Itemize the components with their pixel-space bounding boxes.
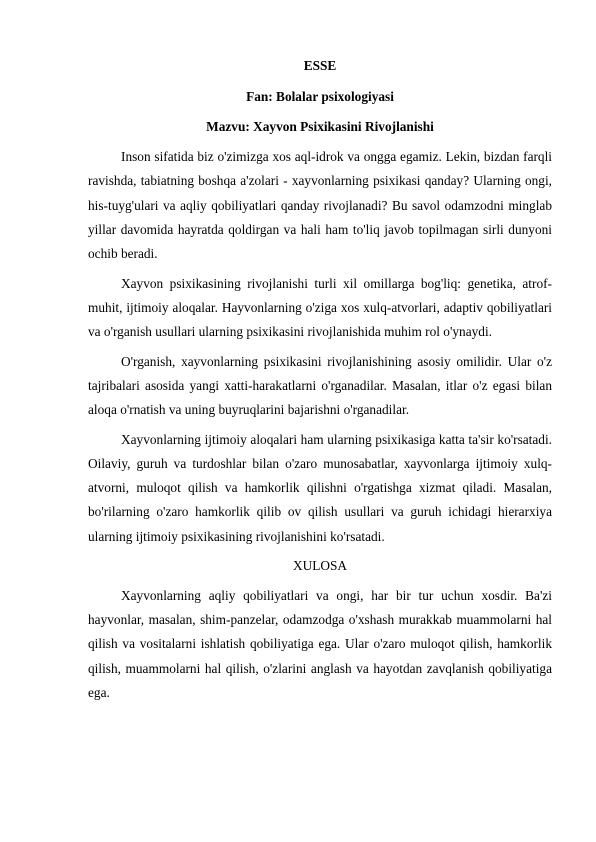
- paragraph-1: Inson sifatida biz o'zimizga xos aql-idrok va ongga egamiz. Lekin, bizdan farqli ravishda, tabiatning boshqa a'zolari - xayvonlarning psixikasi qanday? Ularning ongi, his-tuyg'ulari va aqliy qobiliyatlari qanday rivojlanadi? Bu savol odamzodni minglab yillar davomida hayratda qoldirgan va hali ham to'liq javob topilmagan sirli dunyoni ochib beradi.: [88, 149, 552, 261]
- document-title: ESSE: [303, 58, 337, 73]
- document-subject: Fan: Bolalar psixologiyasi: [246, 88, 394, 104]
- document-topic: Mazvu: Xayvon Psixikasini Rivojlanishi: [206, 118, 434, 134]
- document-body: [88, 54, 552, 711]
- conclusion-paragraph: Xayvonlarning aqliy qobiliyatlari va ongi, har bir tur uchun xosdir. Ba'zi hayvonlar, masalan, shim-panzelar, odamzodga o'xshash murakkab muammolarni hal qilish va vositalarni ishlatish qobiliyatiga ega. Ular o'zaro muloqot qilish, hamkorlik qilish, muammolarni hal qilish, o'zlarini anglash va hayotdan zavqlanish qobiliyatiga ega.: [88, 588, 552, 700]
- paragraph-2: Xayvon psixikasining rivojlanishi turli xil omillarga bog'liq: genetika, atrof-muhit, ijtimoiy aloqalar. Hayvonlarning o'ziga xos xulq-atvorlari, adaptiv qobiliyatlari va o'rganish usullari ularning psixikasini rivojlanishida muhim rol o'ynaydi.: [88, 275, 552, 340]
- paragraph-4: Xayvonlarning ijtimoiy aloqalari ham ularning psixikasiga katta ta'sir ko'rsatadi. Oilaviy, guruh va turdoshlar bilan o'zaro munosabatlar, xayvonlarga ijtimoiy xulq-atvorni, muloqot qilish va hamkorlik qilishni o'rgatishga xizmat qiladi. Masalan, bo'rilarning o'zaro hamkorlik qilib ov qilish usullari va guruh ichidagi hierarxiya ularning ijtimoiy psixikasining rivojlanishini ko'rsatadi.: [88, 431, 552, 544]
- conclusion-title: XULOSA: [292, 558, 348, 574]
- paragraph-3: O'rganish, xayvonlarning psixikasini rivojlanishining asosiy omilidir. Ular o'z tajribalari asosida yangi xatti-harakatlarni o'rganadilar. Masalan, itlar o'z egasi bilan aloqa o'rnatish va uning buyruqlarini bajarishni o'rganadilar.: [88, 353, 552, 418]
